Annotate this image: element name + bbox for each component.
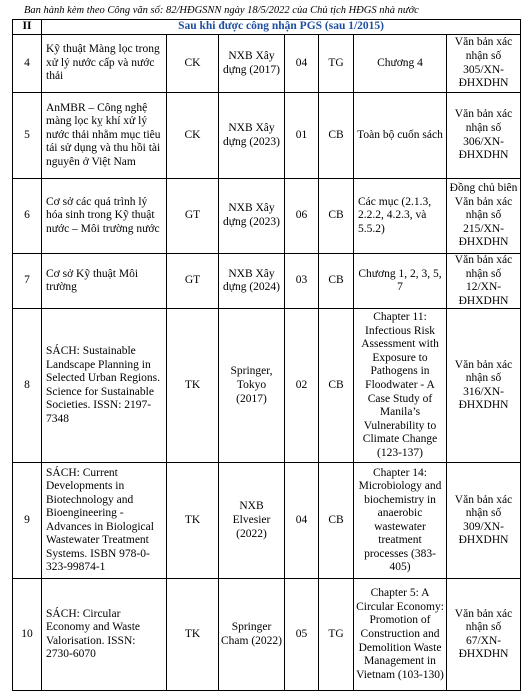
book-title: AnMBR – Công nghệ màng lọc kỵ khí xử lý nước thải nhằm mục tiêu tái sử dụng và thu hồi tài nguyên ở Việt Nam xyxy=(42,93,167,179)
row-number: 10 xyxy=(13,579,42,691)
book-type: GT xyxy=(167,179,219,254)
author-count: 04 xyxy=(285,463,319,579)
header-note: Ban hành kèm theo Công văn số: 82/HĐGSNN ngày 18/5/2022 của Chủ tịch HĐGS nhà nước xyxy=(24,5,419,16)
table-row xyxy=(13,309,521,463)
section-header-row xyxy=(13,20,521,35)
book-type: TK xyxy=(167,309,219,463)
publisher: Springer Cham (2022) xyxy=(219,579,285,691)
book-title: SÁCH: Current Developments in Biotechnology and Bioengineering - Advances in Biological Wastewater Treatment Systems. ISBN 978-0-323-99874-1 xyxy=(42,463,167,579)
author-role: TG xyxy=(319,35,354,93)
written-part: Toàn bộ cuốn sách xyxy=(354,93,447,179)
confirmation: Văn bản xác nhận số 306/XN-ĐHXDHN xyxy=(447,93,521,179)
book-type: CK xyxy=(167,35,219,93)
book-title: Kỹ thuật Màng lọc trong xử lý nước cấp và nước thải xyxy=(42,35,167,93)
table-row xyxy=(13,463,521,579)
publisher: NXB Xây dựng (2024) xyxy=(219,254,285,309)
section-roman: II xyxy=(13,20,42,35)
table-row xyxy=(13,93,521,179)
written-part: Chương 1, 2, 3, 5, 7 xyxy=(354,254,447,309)
confirmation: Văn bản xác nhận số 309/XN-ĐHXDHN xyxy=(447,463,521,579)
written-part: Chương 4 xyxy=(354,35,447,93)
book-type: CK xyxy=(167,93,219,179)
written-part: Chapter 5: A Circular Economy: Promotion of Construction and Demolition Waste Management in Vietnam (103-130) xyxy=(354,579,447,691)
author-role: CB xyxy=(319,463,354,579)
confirmation: Văn bản xác nhận số 316/XN-ĐHXDHN xyxy=(447,309,521,463)
row-number: 9 xyxy=(13,463,42,579)
author-count: 03 xyxy=(285,254,319,309)
publisher: NXB Xây dựng (2023) xyxy=(219,93,285,179)
author-count: 01 xyxy=(285,93,319,179)
book-title: Cơ sở các quá trình lý hóa sinh trong Kỹ thuật nước – Môi trường nước xyxy=(42,179,167,254)
section-title: Sau khi được công nhận PGS (sau 1/2015) xyxy=(42,20,521,35)
table-row xyxy=(13,179,521,254)
confirmation: Văn bản xác nhận số 305/XN-ĐHXDHN xyxy=(447,35,521,93)
table-row xyxy=(13,35,521,93)
book-type: GT xyxy=(167,254,219,309)
author-role: CB xyxy=(319,179,354,254)
book-type: TK xyxy=(167,579,219,691)
confirmation: Văn bản xác nhận số 67/XN-ĐHXDHN xyxy=(447,579,521,691)
written-part: Chapter 11: Infectious Risk Assessment with Exposure to Pathogens in Floodwater - A Case Study of Manila’s Vulnerability to Climate Change (123-137) xyxy=(354,309,447,463)
confirmation: Đồng chủ biên Văn bản xác nhận số 215/XN-ĐHXDHN xyxy=(447,179,521,254)
written-part: Chapter 14: Microbiology and biochemistry in anaerobic wastewater treatment processes (383-405) xyxy=(354,463,447,579)
book-type: TK xyxy=(167,463,219,579)
author-role: CB xyxy=(319,93,354,179)
publication-table xyxy=(12,19,521,691)
author-count: 04 xyxy=(285,35,319,93)
publisher: NXB Xây dựng (2023) xyxy=(219,179,285,254)
author-count: 02 xyxy=(285,309,319,463)
publisher: NXB Xây dựng (2017) xyxy=(219,35,285,93)
author-role: CB xyxy=(319,254,354,309)
written-part: Các mục (2.1.3, 2.2.2, 4.2.3, và 5.5.2) xyxy=(354,179,447,254)
row-number: 4 xyxy=(13,35,42,93)
author-role: TG xyxy=(319,579,354,691)
publisher: NXB Elvesier (2022) xyxy=(219,463,285,579)
author-count: 05 xyxy=(285,579,319,691)
row-number: 6 xyxy=(13,179,42,254)
table-row xyxy=(13,254,521,309)
row-number: 7 xyxy=(13,254,42,309)
confirmation: Văn bản xác nhận số 12/XN-ĐHXDHN xyxy=(447,254,521,309)
row-number: 8 xyxy=(13,309,42,463)
author-count: 06 xyxy=(285,179,319,254)
book-title: Cơ sở Kỹ thuật Môi trường xyxy=(42,254,167,309)
publisher: Springer, Tokyo (2017) xyxy=(219,309,285,463)
table-row xyxy=(13,579,521,691)
author-role: CB xyxy=(319,309,354,463)
book-title: SÁCH: Sustainable Landscape Planning in Selected Urban Regions. Science for Sustainable Societies. ISSN: 2197-7348 xyxy=(42,309,167,463)
row-number: 5 xyxy=(13,93,42,179)
book-title: SÁCH: Circular Economy and Waste Valorisation. ISSN: 2730-6070 xyxy=(42,579,167,691)
